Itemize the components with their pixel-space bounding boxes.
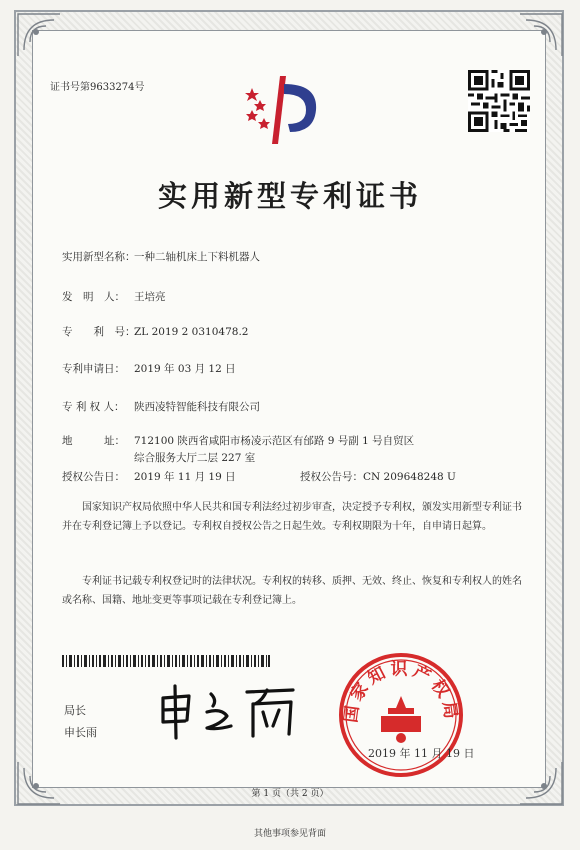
field-grant-pub-number bbox=[300, 469, 456, 485]
field-patent-number bbox=[62, 324, 249, 340]
corner-ornament-icon bbox=[16, 12, 62, 58]
field-value: ZL 2019 2 0310478.2 bbox=[134, 326, 249, 338]
field-label: 授权公告日： bbox=[62, 471, 125, 483]
certificate-number: 证书号第9633274号 bbox=[50, 82, 145, 93]
field-label: 专 利 号： bbox=[62, 326, 136, 338]
legal-status-note: 专利证书记载专利权登记时的法律状况。专利权的转移、质押、无效、终止、恢复和专利权人的姓名或名称、国籍、地址变更等事项记载在专利登记簿上。 bbox=[62, 576, 522, 606]
handwritten-signature bbox=[155, 682, 305, 742]
field-inventor bbox=[62, 289, 166, 305]
barcode-icon bbox=[62, 655, 270, 667]
footer-note: 其他事项参见背面 bbox=[253, 829, 326, 839]
page-number: 第 1 页（共 2 页） bbox=[251, 789, 329, 799]
field-utility-model-name bbox=[62, 249, 260, 265]
signatory-name: 申长雨 bbox=[64, 726, 97, 739]
field-label: 专利申请日： bbox=[62, 363, 125, 375]
field-label: 授权公告号： bbox=[300, 471, 363, 483]
field-label: 发 明 人： bbox=[62, 291, 125, 303]
field-grant-date bbox=[62, 469, 456, 485]
qr-code-icon bbox=[468, 70, 530, 132]
field-value-line2: 综合服务大厅二层 227 室 bbox=[134, 452, 256, 464]
field-value: 2019 年 03 月 12 日 bbox=[134, 363, 236, 375]
field-value: 712100 陕西省咸阳市杨凌示范区有邰路 9 号副 1 号自贸区 bbox=[134, 435, 415, 447]
corner-ornament-icon bbox=[518, 12, 564, 58]
field-address bbox=[62, 433, 415, 464]
field-label: 地 址： bbox=[62, 435, 125, 447]
field-value: 陕西凌特智能科技有限公司 bbox=[134, 401, 260, 413]
grant-statement: 国家知识产权局依照中华人民共和国专利法经过初步审查，决定授予专利权，颁发实用新型专利证书并在专利登记簿上予以登记。专利权自授权公告之日起生效。专利权期限为十年，自申请日起算。 bbox=[62, 502, 522, 532]
field-application-date bbox=[62, 361, 236, 377]
field-label: 实用新型名称： bbox=[62, 251, 136, 263]
field-label: 专 利 权 人： bbox=[62, 401, 125, 413]
field-patentee bbox=[62, 399, 260, 415]
signatory-title: 局长 bbox=[64, 704, 86, 717]
field-value: 2019 年 11 月 19 日 bbox=[134, 471, 236, 483]
seal-date: 2019 年 11 月 19 日 bbox=[368, 747, 475, 760]
cnipa-emblem-icon bbox=[238, 70, 328, 150]
field-value: 王培亮 bbox=[134, 291, 166, 303]
field-value: 一种二轴机床上下料机器人 bbox=[134, 251, 260, 263]
certificate-title: 实用新型专利证书 bbox=[157, 179, 422, 213]
field-value: CN 209648248 U bbox=[363, 471, 456, 483]
corner-ornament-icon bbox=[16, 760, 62, 806]
corner-ornament-icon bbox=[518, 760, 564, 806]
svg-text:国家知识产权局: 国家知识产权局 bbox=[341, 659, 461, 724]
